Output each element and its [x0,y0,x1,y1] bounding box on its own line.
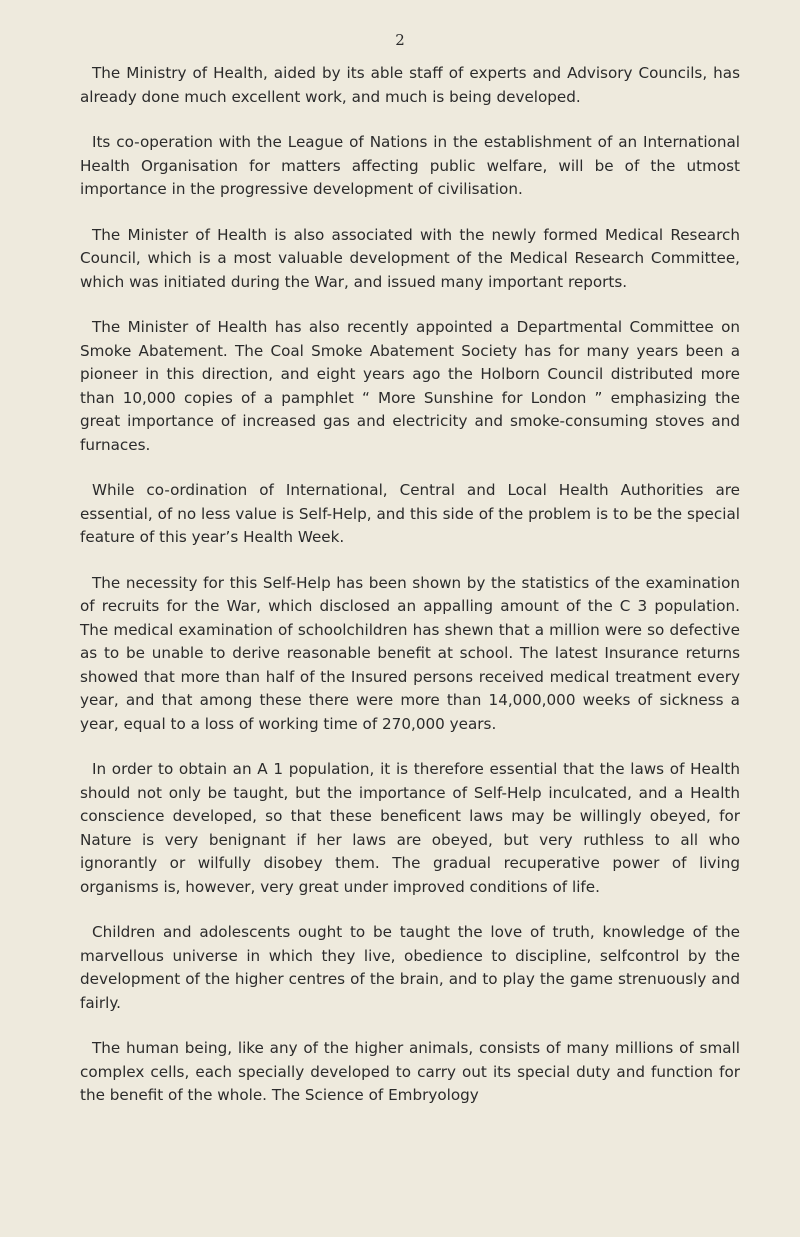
paragraph-medical-research-council: The Minister of Health is also associated with the newly formed Medical Research Council, which is a most valuable development of the Medical Research Committee, which was initiated during the War, and issued many important reports. [80,225,740,291]
paragraph-statistics: The necessity for this Self-Help has been shown by the statistics of the examination of recruits for the War, which disclosed an appalling amount of the C 3 population. The medical examination of schoolchildren has shewn that a million were so defective as to be unable to derive reasonable benefit at school. The latest Insurance returns showed that more than half of the Insured persons received medical treatment every year, and that among these there were more than 14,000,000 weeks of sickness a year, equal to a loss of working time of 270,000 years. [80,573,740,733]
body-text [80,62,740,1130]
paragraph-ministry-of-health: The Ministry of Health, aided by its able staff of experts and Advisory Councils, has already done much excellent work, and much is being developed. [80,64,740,106]
paragraph-a1-population: In order to obtain an A 1 population, it is therefore essential that the laws of Health should not only be taught, but the importance of Self-Help inculcated, and a Health conscience developed, so that these beneficent laws may be willingly obeyed, for Nature is very benignant if her laws are obeyed, but very ruthless to all who ignorantly or wilfully disobey them. The gradual recuperative power of living organisms is, however, very great under improved conditions of life. [80,760,740,896]
page-number: 2 [395,31,405,49]
paragraph-children-adolescents: Children and adolescents ought to be taught the love of truth, knowledge of the marvellous universe in which they live, obedience to discipline, selfcontrol by the development of the higher centres of the brain, and to play the game strenuously and fairly. [80,923,740,1012]
paragraph-self-help: While co-ordination of International, Central and Local Health Authorities are essential, of no less value is Self-Help, and this side of the problem is to be the special feature of this year’s Health Week. [80,481,740,546]
paragraph-human-being: The human being, like any of the higher animals, consists of many millions of small complex cells, each specially developed to carry out its special duty and function for the benefit of the whole. The Science of Embryology [80,1039,740,1104]
paragraph-league-of-nations: Its co-operation with the League of Nations in the establishment of an International Health Organisation for matters affecting public welfare, will be of the utmost importance in the progressive development of civilisation. [80,133,740,198]
paragraph-smoke-abatement: The Minister of Health has also recently appointed a Departmental Committee on Smoke Abatement. The Coal Smoke Abatement Society has for many years been a pioneer in this direction, and eight years ago the Holborn Council distributed more than 10,000 copies of a pamphlet “ More Sunshine for London ” emphasizing the great importance of increased gas and electricity and smoke-consuming stoves and furnaces. [80,318,740,454]
